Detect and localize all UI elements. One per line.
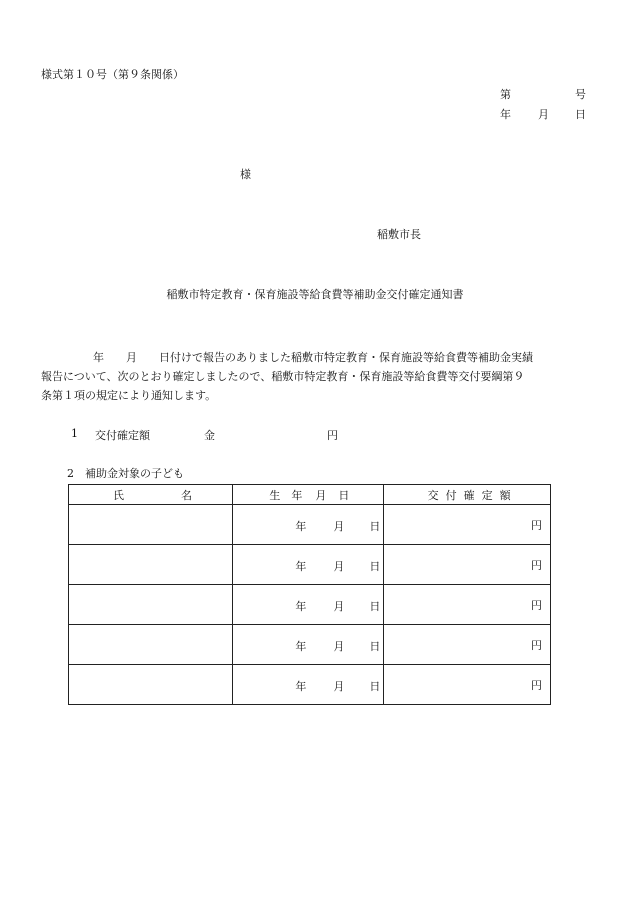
- amount-cell: 円: [383, 665, 550, 705]
- issuer-name: 稲敷市長: [377, 228, 421, 241]
- birthdate-cell: 年 月 日: [233, 505, 383, 545]
- amount-cell: 円: [383, 625, 550, 665]
- name-cell: [69, 545, 233, 585]
- birthdate-cell: 年 月 日: [233, 625, 383, 665]
- amount-cell: 円: [383, 545, 550, 585]
- document-number-prefix: 第: [500, 88, 511, 101]
- body-line-1: 年 月 日付けで報告のありました稲敷市特定教育・保育施設等給食費等補助金実績: [93, 351, 533, 364]
- name-cell: [69, 505, 233, 545]
- name-cell: [69, 665, 233, 705]
- amount-cell: 円: [383, 585, 550, 625]
- date-day: 日: [575, 108, 586, 121]
- body-text: [41, 348, 601, 405]
- document-number-suffix: 号: [575, 88, 586, 101]
- body-line-3: 条第１項の規定により通知します。: [41, 389, 217, 402]
- table-row: [69, 505, 551, 545]
- header-birthdate: 生 年 月 日: [233, 485, 383, 505]
- table-header-row: [69, 485, 551, 505]
- recipient-honorific: 様: [240, 168, 251, 181]
- name-cell: [69, 585, 233, 625]
- item-1-number: 1: [71, 427, 78, 440]
- document-title: 稲敷市特定教育・保育施設等給食費等補助金交付確定通知書: [166, 288, 464, 301]
- table-row: [69, 665, 551, 705]
- birthdate-cell: 年 月 日: [233, 545, 383, 585]
- date-month: 月: [538, 108, 549, 121]
- item-2-label: 2 補助金対象の子ども: [67, 467, 184, 480]
- item-1-label: 交付確定額: [95, 429, 150, 442]
- header-grant-amount: 交 付 確 定 額: [383, 485, 550, 505]
- item-1-unit: 円: [327, 429, 338, 442]
- form-number: 様式第１０号（第９条関係）: [41, 68, 184, 81]
- name-cell: [69, 625, 233, 665]
- item-1-prefix: 金: [204, 429, 215, 442]
- birthdate-cell: 年 月 日: [233, 585, 383, 625]
- body-line-2: 報告について、次のとおり確定しましたので、稲敷市特定教育・保育施設等給食費等交付要綱第９: [41, 370, 525, 383]
- date-year: 年: [500, 108, 511, 121]
- table-row: [69, 585, 551, 625]
- amount-cell: 円: [383, 505, 550, 545]
- table-row: [69, 625, 551, 665]
- header-name: 氏 名: [69, 485, 233, 505]
- children-table: [68, 484, 551, 705]
- table-row: [69, 545, 551, 585]
- birthdate-cell: 年 月 日: [233, 665, 383, 705]
